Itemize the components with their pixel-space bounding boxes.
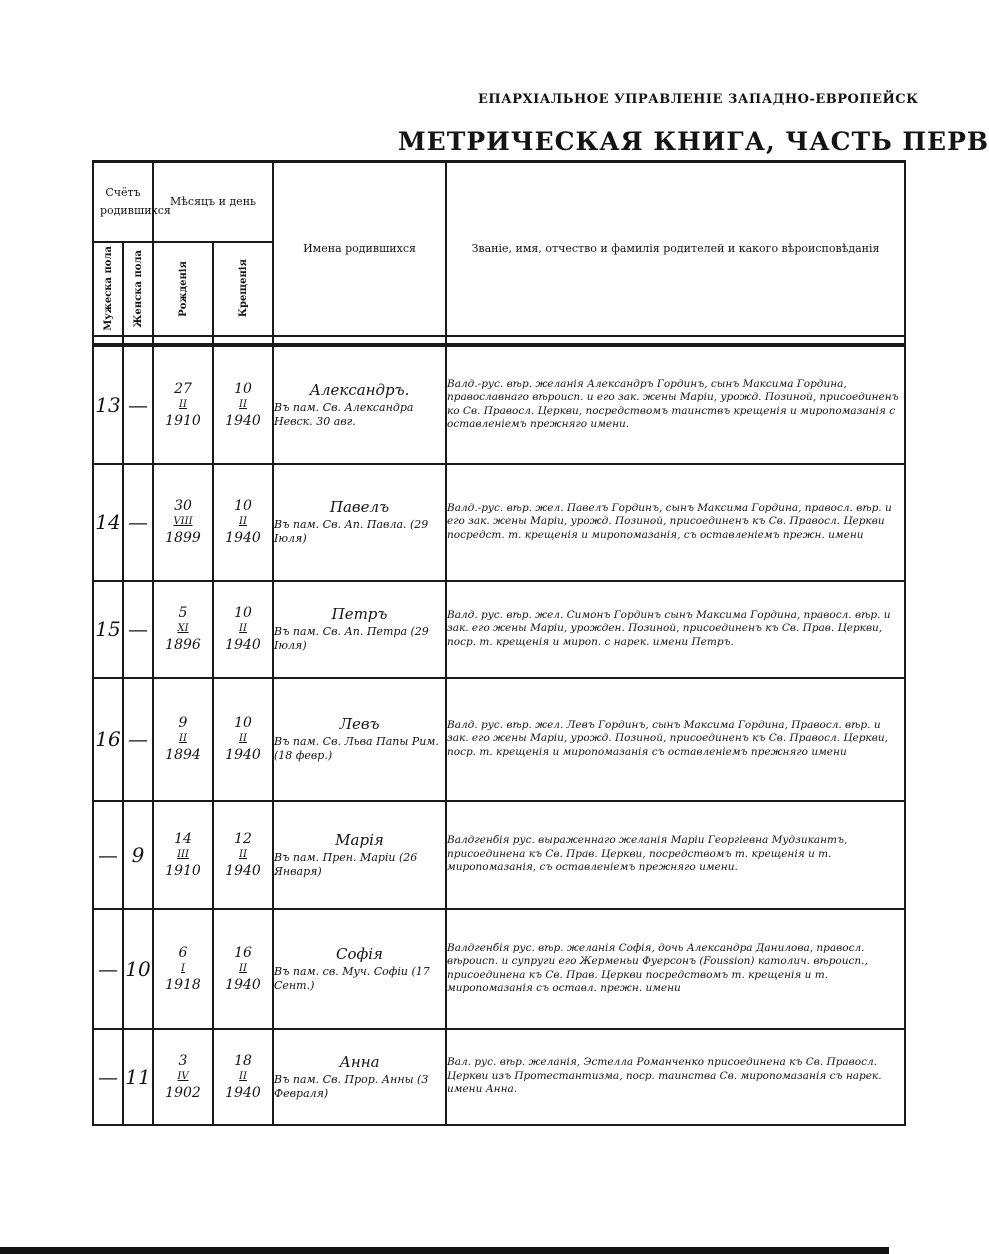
parents-status-entry: Валд.-рус. вѣр. жел. Павелъ Гординъ, сынъ Максима Гордина, правосл. вѣр. и его зак. жены Маріи, урожд. Позиной, присоединенъ къ Св. Правосл. Церкви посредст. т. крещенія и миропомазанія, съ оставленіемъ прежн. имени <box>446 464 905 581</box>
name-feast-day: Въ пам. Св. Льва Папы Рим. (18 февр.) <box>274 735 439 762</box>
male-count: 16 <box>93 678 123 801</box>
register-table <box>92 160 899 1101</box>
name-cell <box>273 581 446 678</box>
baptism-month: II <box>239 848 247 860</box>
birth-day: 5 <box>178 605 188 621</box>
birth-month: III <box>177 848 189 860</box>
parents-status-entry: Валд. рус. вѣр. жел. Левъ Гординъ, сынъ Максима Гордина, Правосл. вѣр. и зак. его жены Маріи, урожд. Позиной, присоединенъ къ Св. Правосл. Церкви, поср. т. крещенія и миропомазанія съ оставленіемъ прежняго имени <box>446 678 905 801</box>
baptism-month: II <box>239 962 247 974</box>
baptism-month: II <box>239 516 247 527</box>
baptismal-name: Анна <box>339 1052 380 1071</box>
spacer-row <box>93 336 905 344</box>
name-cell <box>273 801 446 909</box>
birth-year: 1894 <box>165 747 201 763</box>
book-title: МЕТРИЧЕСКАЯ КНИГА, ЧАСТЬ ПЕРВ <box>398 127 989 156</box>
name-cell <box>273 346 446 464</box>
male-count: 14 <box>93 464 123 581</box>
page-bottom-edge <box>0 1247 889 1254</box>
names-column-header: Имена родившихся <box>273 162 446 336</box>
baptism-date <box>213 1029 273 1125</box>
baptism-day: 12 <box>234 830 252 847</box>
baptism-year: 1940 <box>225 530 261 546</box>
birth-month: I <box>181 962 185 974</box>
female-count: 11 <box>123 1029 153 1125</box>
baptism-day: 10 <box>234 498 252 514</box>
birth-date <box>153 909 213 1029</box>
records-body <box>92 345 906 1126</box>
parents-status-entry: Валдгенбія рус. выраженнаго желанія Маріи Георгіевна Мудзикантъ, присоединена къ Св. Прав. Церкви, посредствомъ т. крещенія и т. миропомазанія, съ оставленіемъ прежняго имени. <box>446 801 905 909</box>
female-count: — <box>123 581 153 678</box>
male-count: — <box>93 1029 123 1125</box>
birth-day: 14 <box>174 830 192 847</box>
birth-year: 1910 <box>165 862 201 879</box>
baptismal-name: Софія <box>336 944 383 963</box>
name-cell <box>273 909 446 1029</box>
birth-month: XI <box>177 623 189 634</box>
female-count: — <box>123 464 153 581</box>
birth-date <box>153 346 213 464</box>
status-column-header: Званіе, имя, отчество и фамилія родителей и какого вѣроисповѣданія <box>446 162 905 336</box>
name-feast-day: Въ пам. Св. Александра Невск. 30 авг. <box>274 400 414 428</box>
birth-day: 9 <box>178 715 188 731</box>
baptism-year: 1940 <box>225 1084 261 1101</box>
birth-month: II <box>179 733 187 744</box>
baptism-day: 16 <box>234 944 252 961</box>
month-day-group-header: Мѣсяцъ и день <box>153 162 273 242</box>
birth-month: VIII <box>173 516 193 527</box>
birth-year: 1899 <box>165 530 201 546</box>
register-record-row <box>93 346 905 464</box>
birth-date <box>153 464 213 581</box>
male-count: 13 <box>93 346 123 464</box>
name-feast-day: Въ пам. Прен. Маріи (26 Января) <box>274 850 418 878</box>
baptismal-name: Марія <box>335 830 384 849</box>
birth-date <box>153 581 213 678</box>
baptism-column-header: Крещенія <box>213 242 273 336</box>
male-column-header: Мужеска пола <box>93 242 123 336</box>
male-count: 15 <box>93 581 123 678</box>
register-record-row <box>93 464 905 581</box>
birth-date <box>153 801 213 909</box>
register-record-row <box>93 801 905 909</box>
baptism-year: 1940 <box>225 862 261 879</box>
baptism-month: II <box>239 398 247 410</box>
birth-date <box>153 678 213 801</box>
baptism-day: 10 <box>234 380 252 397</box>
name-feast-day: Въ пам. св. Муч. Софіи (17 Сент.) <box>274 964 430 992</box>
baptismal-name: Александръ. <box>309 380 410 399</box>
name-feast-day: Въ пам. Св. Прор. Анны (3 Февраля) <box>274 1072 429 1100</box>
name-feast-day: Въ пам. Св. Ап. Павла. (29 Іюля) <box>274 518 429 545</box>
birth-day: 30 <box>174 498 192 514</box>
baptism-month: II <box>239 623 247 634</box>
baptism-date <box>213 581 273 678</box>
female-count: 10 <box>123 909 153 1029</box>
birth-column-header: Рожденія <box>153 242 213 336</box>
baptism-year: 1940 <box>225 637 261 653</box>
baptismal-name: Левъ <box>339 715 380 733</box>
register-record-row <box>93 909 905 1029</box>
header-row-top <box>93 162 905 242</box>
female-column-header: Женска пола <box>123 242 153 336</box>
name-cell <box>273 464 446 581</box>
birth-day: 27 <box>174 380 192 397</box>
female-count: 9 <box>123 801 153 909</box>
baptism-month: II <box>239 733 247 744</box>
parents-status-entry: Валд. рус. вѣр. жел. Симонъ Гординъ сынъ Максима Гордина, правосл. вѣр. и зак. его жены Маріи, урожден. Позиной, присоединенъ къ Св. Прав. Церкви, поср. т. крещенія и мироп. с нарек. имени Петръ. <box>446 581 905 678</box>
name-feast-day: Въ пам. Св. Ап. Петра (29 Іюля) <box>274 625 429 652</box>
baptism-year: 1940 <box>225 412 261 429</box>
birth-month: IV <box>177 1070 189 1082</box>
baptismal-name: Павелъ <box>329 498 390 516</box>
birth-year: 1918 <box>165 976 201 993</box>
baptism-day: 10 <box>234 605 252 621</box>
female-count: — <box>123 678 153 801</box>
baptism-date <box>213 909 273 1029</box>
male-count: — <box>93 801 123 909</box>
register-record-row <box>93 581 905 678</box>
baptism-month: II <box>239 1070 247 1082</box>
birth-year: 1910 <box>165 412 201 429</box>
count-group-header: Счётъ родившихся <box>93 162 153 242</box>
birth-day: 3 <box>178 1052 188 1069</box>
parents-status-entry: Валдгенбія рус. вѣр. желанія Софія, дочь Александра Данилова, правосл. вѣроисп. и супруги его Жерменьи Фуерсонъ (Foussion) католич. вѣроисп., присоединена къ Св. Прав. Церкви посредствомъ т. крещенія и т. миропомазанія съ оставл. прежн. имени <box>446 909 905 1029</box>
baptismal-name: Петръ <box>331 605 388 623</box>
male-count: — <box>93 909 123 1029</box>
female-count: — <box>123 346 153 464</box>
name-cell <box>273 678 446 801</box>
birth-year: 1896 <box>165 637 201 653</box>
birth-year: 1902 <box>165 1084 201 1101</box>
name-cell <box>273 1029 446 1125</box>
baptism-date <box>213 346 273 464</box>
baptism-day: 10 <box>234 715 252 731</box>
baptism-date <box>213 678 273 801</box>
baptism-year: 1940 <box>225 747 261 763</box>
baptism-date <box>213 464 273 581</box>
eparchy-header: ЕПАРХІАЛЬНОЕ УПРАВЛЕНІЕ ЗАПАДНО-ЕВРОПЕЙСК <box>478 92 919 107</box>
birth-date <box>153 1029 213 1125</box>
parents-status-entry: Валд.-рус. вѣр. желанія Александръ Гординъ, сынъ Максима Гордина, православнаго вѣроисп. и его зак. жены Маріи, урожд. Позиной, присоединенъ ко Св. Правосл. Церкви, посредствомъ таинствъ крещенія и миропомазанія с оставленіемъ прежняго имени. <box>446 346 905 464</box>
baptism-year: 1940 <box>225 976 261 993</box>
baptism-date <box>213 801 273 909</box>
birth-month: II <box>179 398 187 410</box>
register-record-row <box>93 678 905 801</box>
parents-status-entry: Вал. рус. вѣр. желанія, Эстелла Романченко присоединена къ Св. Правосл. Церкви изъ Протестантизма, поср. таинства Св. миропомазанія съ нарек. имени Анна. <box>446 1029 905 1125</box>
register-record-row <box>93 1029 905 1125</box>
baptism-day: 18 <box>234 1052 252 1069</box>
birth-day: 6 <box>178 944 188 961</box>
